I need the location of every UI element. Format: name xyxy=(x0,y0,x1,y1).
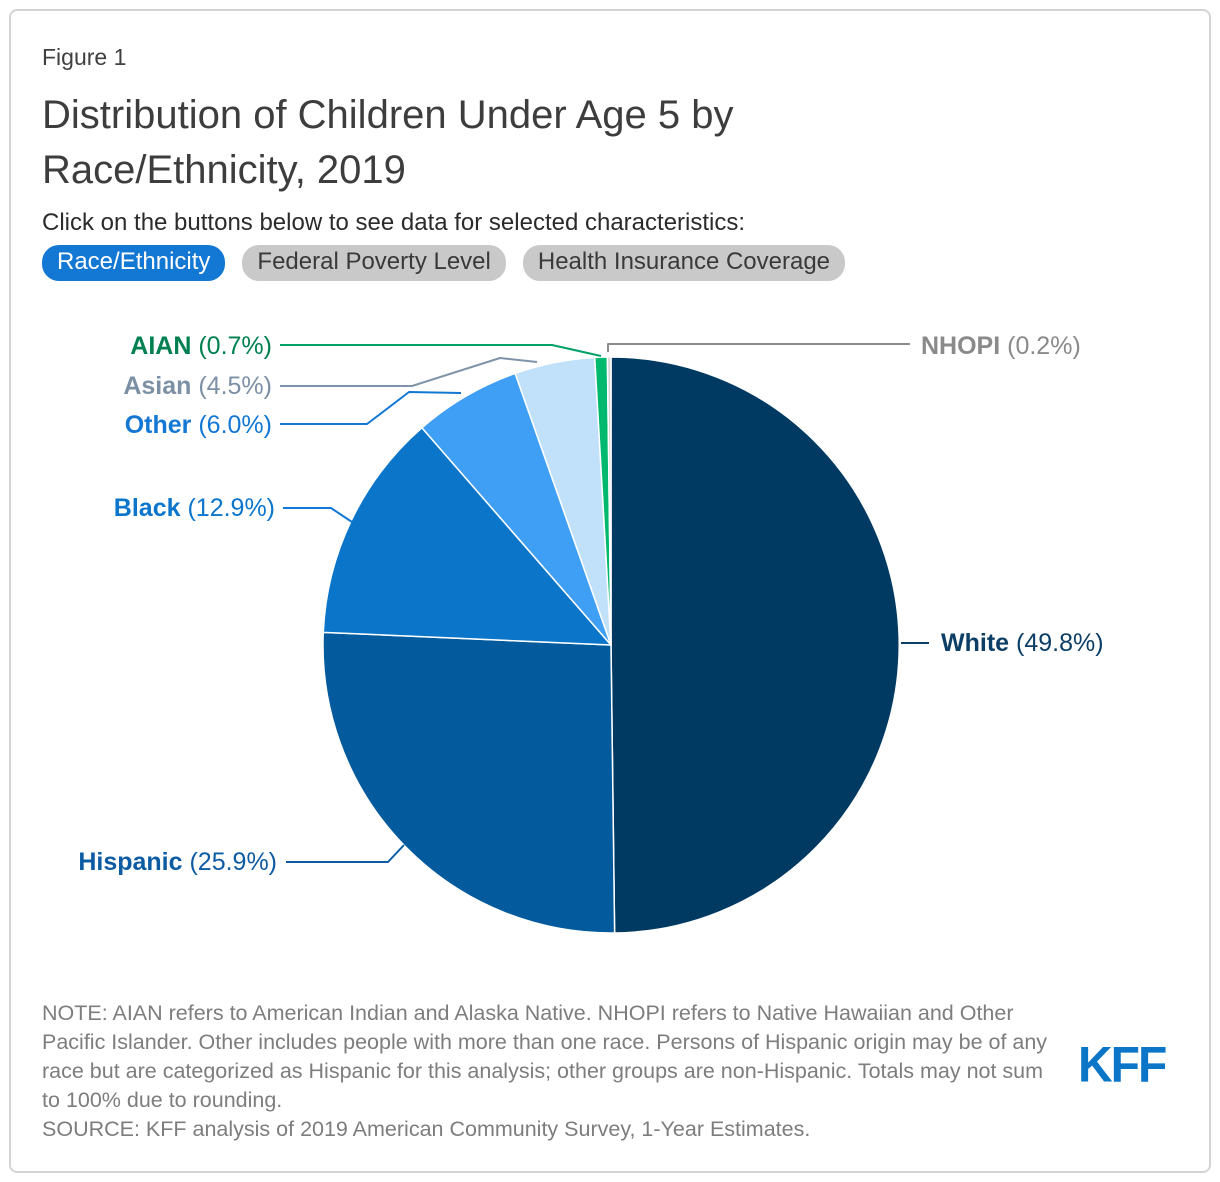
pie-slice-hispanic[interactable] xyxy=(323,632,615,933)
pie-label-percent: (0.2%) xyxy=(1000,332,1081,360)
leader-line-black xyxy=(283,508,352,522)
pie-label-percent: (6.0%) xyxy=(191,411,272,439)
pie-label-nhopi xyxy=(921,332,1081,360)
instruction-text: Click on the buttons below to see data for selected characteristics: xyxy=(42,209,746,236)
pie-label-other xyxy=(125,411,272,439)
pie-label-white xyxy=(941,629,1104,657)
pie-label-name: Hispanic xyxy=(78,848,183,876)
button-race-ethnicity[interactable]: Race/Ethnicity xyxy=(42,245,225,281)
pie-label-percent: (12.9%) xyxy=(180,494,275,522)
title-line-1: Distribution of Children Under Age 5 by xyxy=(42,93,734,137)
title-line-2: Race/Ethnicity, 2019 xyxy=(42,148,406,192)
pie-label-aian xyxy=(130,332,272,360)
leader-line-aian xyxy=(280,345,601,356)
pie-label-name: White xyxy=(941,629,1010,657)
button-federal-poverty-level[interactable]: Federal Poverty Level xyxy=(242,245,505,281)
source-text: SOURCE: KFF analysis of 2019 American Community Survey, 1-Year Estimates. xyxy=(42,1117,811,1141)
pie-label-name: Other xyxy=(124,411,192,439)
pie-label-percent: (0.7%) xyxy=(191,332,272,360)
pie-slice-white[interactable] xyxy=(611,357,899,933)
kff-logo: KFF xyxy=(1078,1037,1166,1094)
pie-label-name: NHOPI xyxy=(921,332,1001,360)
button-health-insurance-coverage[interactable]: Health Insurance Coverage xyxy=(523,245,845,281)
pie-label-percent: (25.9%) xyxy=(182,848,277,876)
leader-line-hispanic xyxy=(286,845,404,862)
leader-line-nhopi xyxy=(608,344,910,352)
pie-label-name: AIAN xyxy=(130,332,192,360)
pie-label-percent: (4.5%) xyxy=(191,372,272,400)
pie-label-name: Asian xyxy=(123,372,192,400)
note-text: NOTE: AIAN refers to American Indian and Alaska Native. NHOPI refers to Native Hawaiian and Other Pacific Islander. Other includes people with more than one race. Persons of Hispanic origin may be of any race but are categorized as Hispanic for this analysis; other groups are non-Hispanic. Totals may not sum to 100% due to rounding. xyxy=(42,1001,1048,1112)
pie-label-asian xyxy=(123,372,272,400)
pie-label-percent: (49.8%) xyxy=(1009,629,1104,657)
pie-label-hispanic xyxy=(78,848,277,876)
pie-label-name: Black xyxy=(113,494,181,522)
footnotes xyxy=(42,999,1054,1144)
figure-label: Figure 1 xyxy=(42,44,127,70)
pie-label-black xyxy=(114,494,275,522)
page-title xyxy=(42,88,733,198)
characteristic-buttons xyxy=(42,245,845,281)
